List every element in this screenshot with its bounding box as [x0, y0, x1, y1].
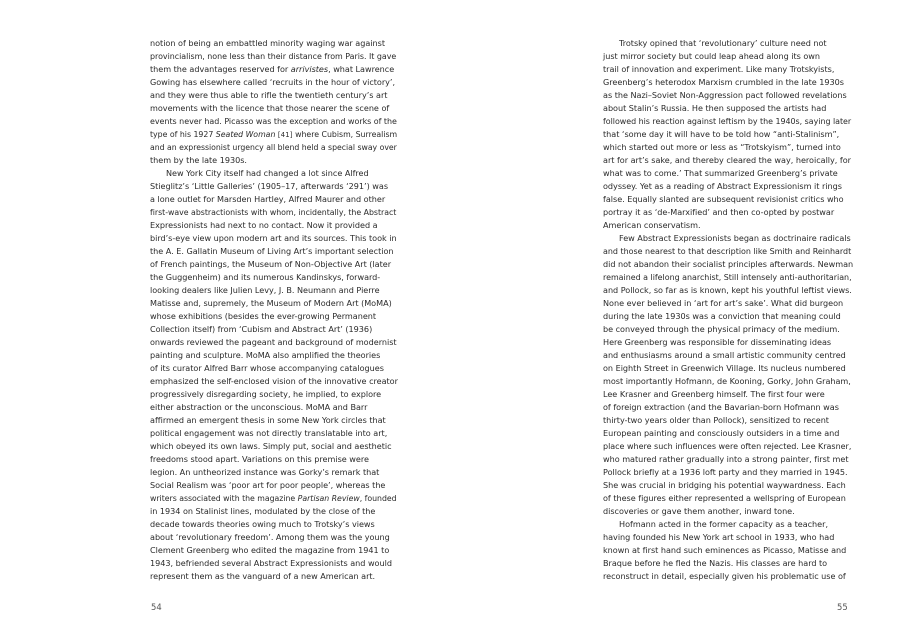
text-line: New York City itself had changed a lot since Alfred [166, 168, 369, 178]
text-line: what was to come.’ That summarized Greenberg’s private [603, 168, 838, 178]
text-line: Hofmann acted in the former capacity as a teacher, [619, 519, 828, 529]
text-line: them by the late 1930s. [150, 155, 247, 165]
text-line: None ever believed in ‘art for art’s sake’. What did burgeon [603, 298, 844, 308]
italic-title: arrivistes [290, 64, 329, 74]
text-line: Greenberg’s heterodox Marxism crumbled in the late 1930s [603, 77, 844, 87]
text-line: as the Nazi–Soviet Non-Aggression pact followed revelations [603, 90, 847, 100]
text-run: , founded [359, 494, 397, 503]
text-line: which started out more or less as “Trotskyism”, turned into [603, 142, 841, 152]
text-line: and Pollock, so far as is known, kept his youthful leftist views. [603, 285, 852, 295]
text-line: odyssey. Yet as a reading of Abstract Expressionism it rings [603, 181, 842, 191]
text-line: looking dealers like Julien Levy, J. B. Neumann and Pierre [150, 285, 380, 295]
left-page-number: 54 [151, 602, 162, 612]
text-line: Clement Greenberg who edited the magazine from 1941 to [150, 545, 390, 555]
text-line: of French paintings, the Museum of Non-Objective Art (later [150, 259, 392, 269]
text-line: followed his reaction against leftism by the 1940s, saying later [603, 117, 852, 126]
text-line: known at first hand such eminences as Picasso, Matisse and [603, 545, 847, 555]
text-line: discoveries or gave them another, inward tone. [603, 506, 795, 516]
text-line: most importantly Hofmann, de Kooning, Gorky, John Graham, [603, 376, 851, 386]
text-line: and an expressionist urgency all blend held a special sway over [150, 143, 397, 152]
text-line: emphasized the self-enclosed vision of the innovative creator [150, 376, 398, 386]
text-line: European painting and consciously outsiders in a time and [603, 428, 840, 438]
text-line: Matisse and, supremely, the Museum of Modern Art (MoMA) [150, 298, 392, 308]
text-line [150, 492, 398, 505]
text-line: first-wave abstractionists with whom, incidentally, the Abstract [150, 208, 397, 217]
italic-title: Partisan Review [297, 494, 360, 503]
text-line: Lee Krasner and Greenberg himself. The first four were [603, 389, 825, 399]
text-line: false. Equally slanted are subsequent revisionist critics who [603, 194, 844, 204]
figure-reference: [41] [277, 131, 293, 139]
text-line: 1943, befriended several Abstract Expressionists and would [150, 558, 392, 568]
text-line: notion of being an embattled minority waging war against [150, 38, 385, 48]
text-line: Trotsky opined that ‘revolutionary’ culture need not [619, 38, 827, 48]
text-line: place where such influences were often rejected. Lee Krasner, [603, 442, 852, 451]
text-line: portray it as ‘de-Marxified’ and then co-opted by postwar [603, 207, 835, 217]
italic-title: Seated Woman [215, 130, 276, 139]
right-page [450, 0, 900, 630]
left-page-body-text [150, 37, 398, 583]
text-line: having founded his New York art school in 1933, who had [603, 532, 835, 542]
text-line [150, 128, 398, 141]
text-line: Pollock briefly at a 1936 loft party and they married in 1945. [603, 467, 848, 477]
text-line: legion. An untheorized instance was Gorky’s remark that [150, 467, 380, 477]
text-run: where Cubism, Surrealism [292, 130, 398, 139]
right-page-number: 55 [837, 602, 848, 612]
text-line: represent them as the vanguard of a new American art. [150, 571, 376, 581]
right-page-body-text [603, 37, 853, 583]
text-line: Social Realism was ‘poor art for poor people’, whereas the [150, 480, 386, 490]
text-line: Here Greenberg was responsible for disseminating ideas [603, 337, 832, 347]
text-run: type of his 1927 [150, 130, 216, 139]
text-line: Gowing has elsewhere called ‘recruits in the hour of victory’, [150, 77, 396, 87]
text-line: progressively disregarding society, he implied, to explore [150, 389, 382, 399]
text-line: the Guggenheim) and its numerous Kandinskys, forward- [150, 272, 381, 282]
text-line: American conservatism. [603, 220, 701, 230]
text-line: and enthusiasms around a small artistic community centred [603, 350, 846, 360]
text-line: during the late 1930s was a conviction that meaning could [603, 311, 841, 321]
text-run: writers associated with the magazine [150, 494, 298, 503]
text-line: affirmed an emergent thesis in some New York circles that [150, 415, 386, 425]
text-line: thirty-two years older than Pollock), sensitized to recent [603, 415, 829, 425]
text-line: Stieglitz’s ‘Little Galleries’ (1905–17, afterwards ‘291’) was [150, 181, 389, 191]
text-line: remained a lifelong anarchist, Still intensely anti-authoritarian, [603, 273, 852, 282]
text-line: of foreign extraction (and the Bavarian-born Hofmann was [603, 402, 839, 412]
text-line: which obeyed its own laws. Simply put, social and aesthetic [150, 441, 392, 451]
text-line: movements with the licence that those nearer the scene of [150, 103, 390, 113]
text-line: political engagement was not directly translatable into art, [150, 428, 388, 438]
text-line: did not abandon their socialist principles afterwards. Newman [603, 259, 854, 269]
text-line: decade towards theories owing much to Trotsky’s views [150, 519, 375, 529]
text-line: provincialism, none less than their distance from Paris. It gave [150, 52, 397, 61]
text-line: whose exhibitions (besides the ever-growing Permanent [150, 311, 377, 321]
text-line: the A. E. Gallatin Museum of Living Art’s important selection [150, 246, 394, 256]
text-line: art for art’s sake, and thereby cleared the way, heroically, for [603, 155, 851, 165]
text-line: Collection itself) from ‘Cubism and Abstract Art’ (1936) [150, 324, 373, 334]
text-line: on Eighth Street in Greenwich Village. Its nucleus numbered [603, 363, 846, 373]
text-line: about ‘revolutionary freedom’. Among them was the young [150, 532, 390, 542]
text-line: about Stalin’s Russia. He then supposed the artists had [603, 103, 827, 113]
text-line: reconstruct in detail, especially given his problematic use of [603, 571, 846, 581]
text-line: events never had. Picasso was the exception and works of the [150, 117, 397, 126]
text-line: Few Abstract Expressionists began as doctrinaire radicals [619, 233, 851, 243]
text-line [150, 63, 398, 76]
text-run: , what Lawrence [328, 64, 395, 74]
text-line: of its curator Alfred Barr whose accompanying catalogues [150, 363, 384, 373]
text-line: just mirror society but could leap ahead along its own [603, 51, 821, 61]
text-line: that ‘some day it will have to be told how “anti-Stalinism”, [603, 129, 840, 139]
text-line: of these figures either represented a wellspring of European [603, 493, 846, 503]
text-line: freedoms stood apart. Variations on this premise were [150, 454, 369, 464]
text-run: them the advantages reserved for [150, 64, 291, 74]
text-line: be conveyed through the physical primacy of the medium. [603, 324, 840, 334]
text-line: Braque before he fled the Nazis. His classes are hard to [603, 558, 828, 568]
text-line: a lone outlet for Marsden Hartley, Alfred Maurer and other [150, 194, 386, 204]
text-line: trail of innovation and experiment. Like many Trotskyists, [603, 64, 835, 74]
text-line: either abstraction or the unconscious. MoMA and Barr [150, 402, 368, 412]
text-line: painting and sculpture. MoMA also amplified the theories [150, 350, 381, 360]
text-line: onwards reviewed the pageant and background of modernist [150, 337, 397, 347]
text-line: and those nearest to that description like Smith and Reinhardt [603, 247, 852, 256]
text-line: and they were thus able to rifle the twentieth century’s art [150, 90, 388, 100]
text-line: who matured rather gradually into a strong painter, first met [603, 454, 849, 464]
text-line: in 1934 on Stalinist lines, modulated by the close of the [150, 506, 376, 516]
text-line: Expressionists had next to no contact. Now it provided a [150, 220, 378, 230]
text-line: bird’s-eye view upon modern art and its sources. This took in [150, 233, 397, 243]
text-line: She was crucial in bridging his potential waywardness. Each [603, 480, 846, 490]
